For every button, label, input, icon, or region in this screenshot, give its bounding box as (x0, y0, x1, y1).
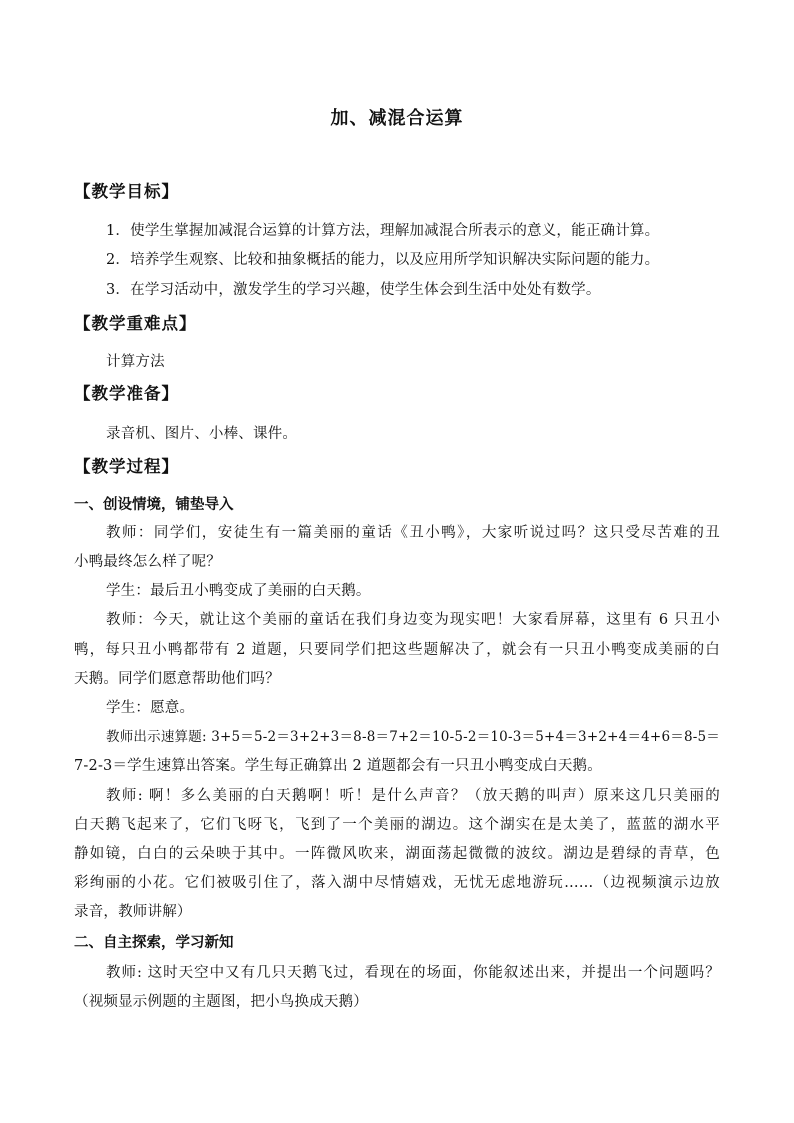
page-title: 加、减混合运算 (330, 108, 464, 129)
paragraph-line: 小鸭最终怎么样了呢？ (74, 554, 221, 570)
heading-teaching-goals: 【教学目标】 (74, 182, 179, 201)
paragraph-line: 鸭，每只丑小鸭都带有 2 道题，只要同学们把这些题解决了，就会有一只丑小鸭变成美丽的白 (74, 642, 720, 658)
paragraph-line: 白天鹅飞起来了，它们飞呀飞，飞到了一个美丽的湖边。这个湖实在是太美了，蓝蓝的湖水平 (74, 817, 720, 833)
key-points-text: 计算方法 (106, 354, 165, 370)
goal-item-3: 3．在学习活动中，激发学生的学习兴趣，使学生体会到生活中处处有数学。 (106, 282, 601, 298)
paragraph-line: 教师: 啊！多么美丽的白天鹅啊！听！是什么声音？（放天鹅的叫声）原来这几只美丽的 (106, 788, 720, 804)
goal-item-2: 2．培养学生观察、比较和抽象概括的能力，以及应用所学知识解决实际问题的能力。 (106, 252, 660, 268)
paragraph-line: 7-2-3＝学生速算出答案。学生每正确算出 2 道题都会有一只丑小鸭变成白天鹅。 (74, 758, 602, 774)
part2-heading: 二、自主探索，学习新知 (74, 934, 234, 951)
paragraph-line: 教师：同学们，安徒生有一篇美丽的童话《丑小鸭》，大家听说过吗？这只受尽苦难的丑 (106, 525, 720, 541)
paragraph-line: （视频显示例题的主题图，把小鸟换成天鹅） (74, 994, 368, 1010)
heading-preparation: 【教学准备】 (74, 384, 179, 403)
preparation-text: 录音机、图片、小棒、课件。 (106, 426, 298, 442)
paragraph-line: 静如镜，白白的云朵映于其中。一阵微风吹来，湖面荡起微微的波纹。湖边是碧绿的青草，色 (74, 846, 720, 862)
paragraph-line: 彩绚丽的小花。它们被吸引住了，落入湖中尽情嬉戏，无忧无虑地游玩……（边视频演示边放 (74, 875, 720, 891)
paragraph-line: 录音，教师讲解） (74, 904, 192, 920)
goal-item-1: 1．使学生掌握加减混合运算的计算方法，理解加减混合所表示的意义，能正确计算。 (106, 223, 660, 239)
paragraph-line: 教师：今天，就让这个美丽的童话在我们身边变为现实吧！大家看屏幕，这里有 6 只丑小 (106, 612, 720, 628)
paragraph-line: 教师: 这时天空中又有几只天鹅飞过，看现在的场面，你能叙述出来，并提出一个问题吗？ (106, 965, 720, 981)
paragraph-line: 天鹅。同学们愿意帮助他们吗？ (74, 671, 280, 687)
heading-teaching-process: 【教学过程】 (74, 457, 179, 476)
part1-heading: 一、创设情境，铺垫导入 (74, 496, 234, 513)
paragraph-line: 学生：最后丑小鸭变成了美丽的白天鹅。 (106, 583, 371, 599)
paragraph-line: 教师出示速算题: 3+5＝5-2＝3+2+3＝8-8＝7+2＝10-5-2＝10-3＝5+4＝3+2+4＝4+6＝8-5＝ (106, 729, 720, 745)
paragraph-line: 学生：愿意。 (106, 700, 195, 716)
heading-key-points: 【教学重难点】 (74, 314, 197, 333)
